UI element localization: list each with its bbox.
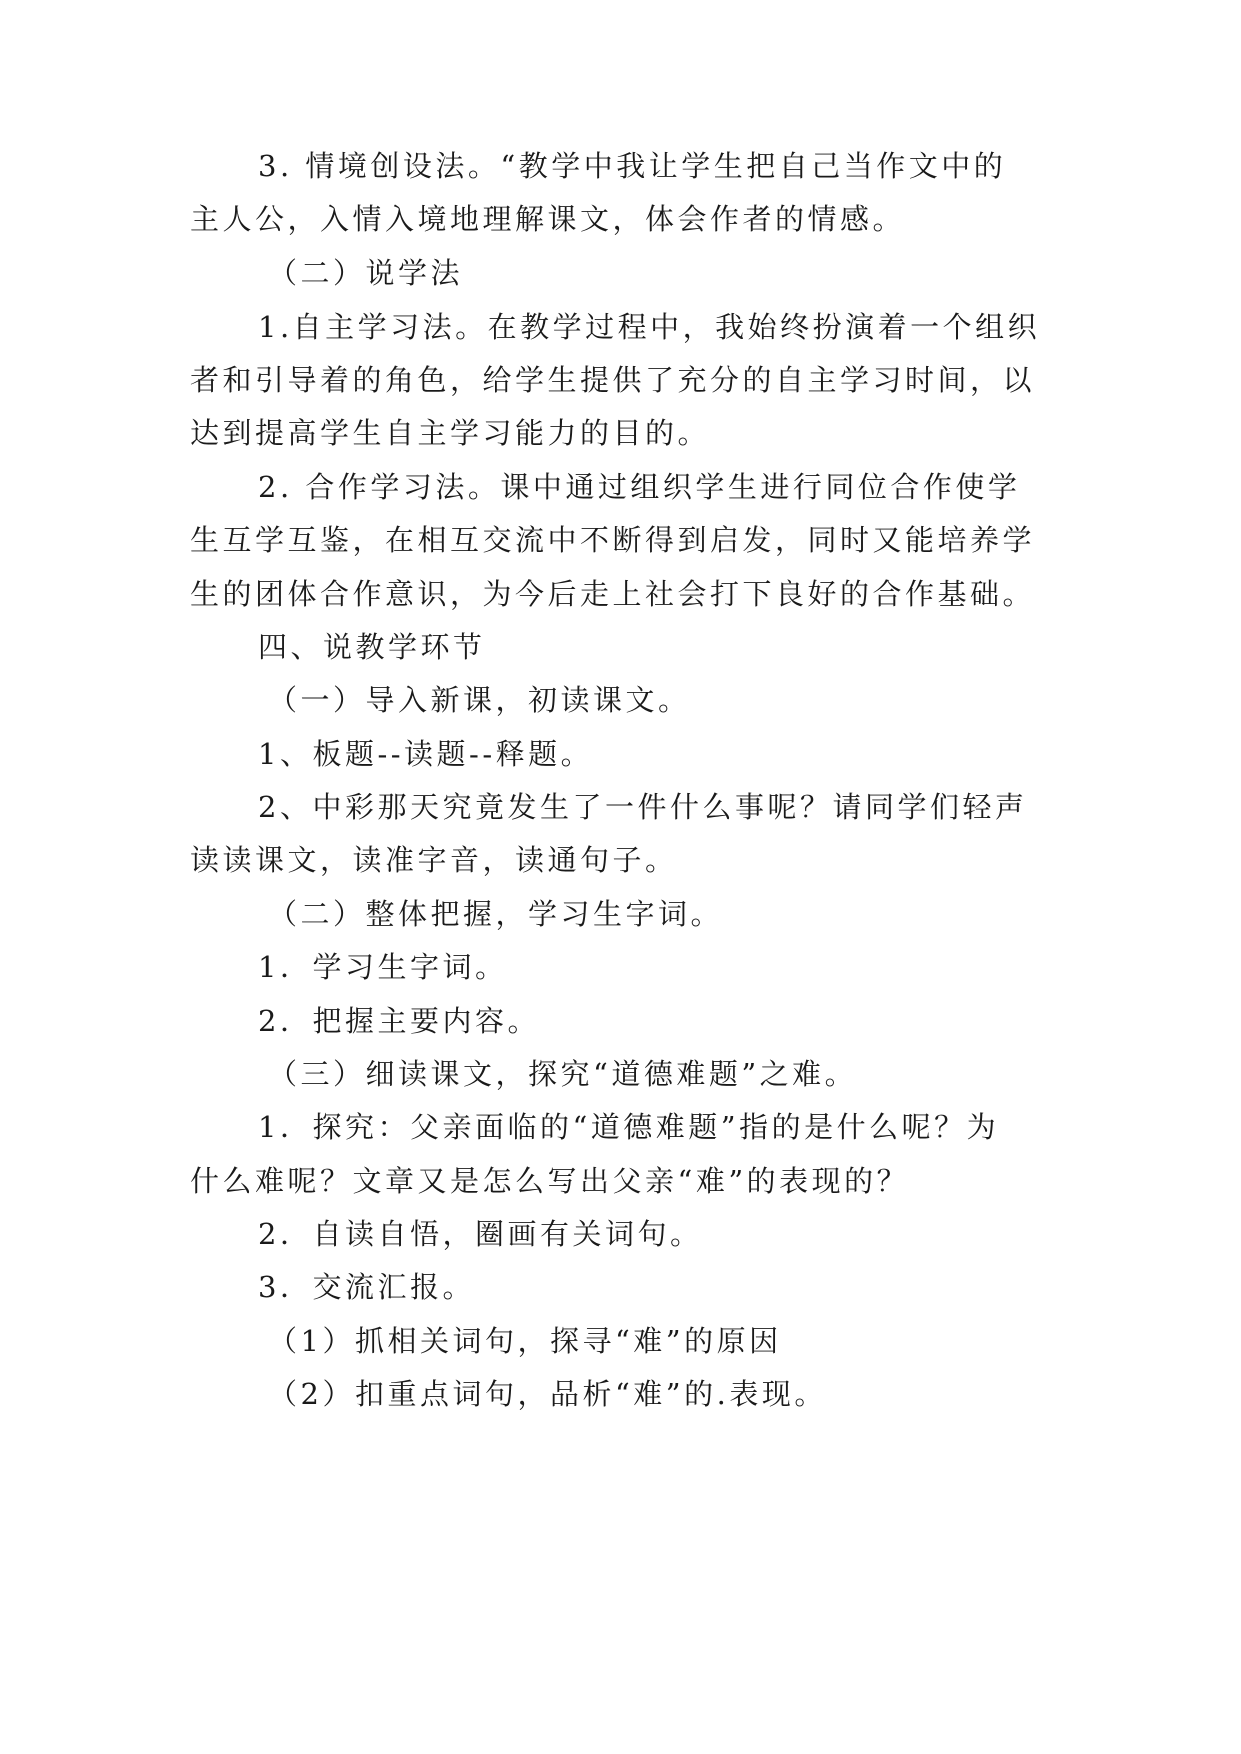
paragraph-line: 2. 合作学习法。课中通过组织学生进行同位合作使学 — [258, 470, 1021, 504]
section-heading: （三）细读课文，探究“道德难题”之难。 — [268, 1057, 858, 1091]
paragraph-line: 2．把握主要内容。 — [258, 1004, 540, 1038]
paragraph-line: 读读课文，读准字音，读通句子。 — [190, 843, 678, 877]
paragraph-line: 1、板题--读题--释题。 — [258, 737, 594, 771]
section-heading: （二）整体把握，学习生字词。 — [268, 897, 724, 931]
paragraph-line: 3. 情境创设法。“教学中我让学生把自己当作文中的 — [258, 149, 1007, 183]
section-heading: 四、说教学环节 — [258, 630, 486, 664]
section-heading: （二）说学法 — [268, 256, 464, 290]
paragraph-line: 1．学习生字词。 — [258, 950, 508, 984]
paragraph-line: 1.自主学习法。在教学过程中，我始终扮演着一个组织 — [258, 310, 1041, 344]
paragraph-line: 主人公，入情入境地理解课文，体会作者的情感。 — [190, 202, 906, 236]
section-heading: （一）导入新课，初读课文。 — [268, 683, 691, 717]
paragraph-line: 生互学互鉴，在相互交流中不断得到启发，同时又能培养学 — [190, 523, 1036, 557]
paragraph-line: 生的团体合作意识，为今后走上社会打下良好的合作基础。 — [190, 577, 1036, 611]
paragraph-line: （1）抓相关词句，探寻“难”的原因 — [268, 1324, 782, 1358]
paragraph-line: 什么难呢？文章又是怎么写出父亲“难”的表现的？ — [190, 1164, 910, 1198]
paragraph-line: （2）扣重点词句，品析“难”的.表现。 — [268, 1377, 827, 1411]
paragraph-line: 达到提高学生自主学习能力的目的。 — [190, 416, 711, 450]
paragraph-line: 3．交流汇报。 — [258, 1270, 475, 1304]
paragraph-line: 2、中彩那天究竟发生了一件什么事呢？请同学们轻声 — [258, 790, 1028, 824]
paragraph-line: 2．自读自悟，圈画有关词句。 — [258, 1217, 703, 1251]
paragraph-line: 者和引导着的角色，给学生提供了充分的自主学习时间，以 — [190, 363, 1036, 397]
paragraph-line: 1．探究：父亲面临的“道德难题”指的是什么呢？为 — [258, 1110, 1000, 1144]
